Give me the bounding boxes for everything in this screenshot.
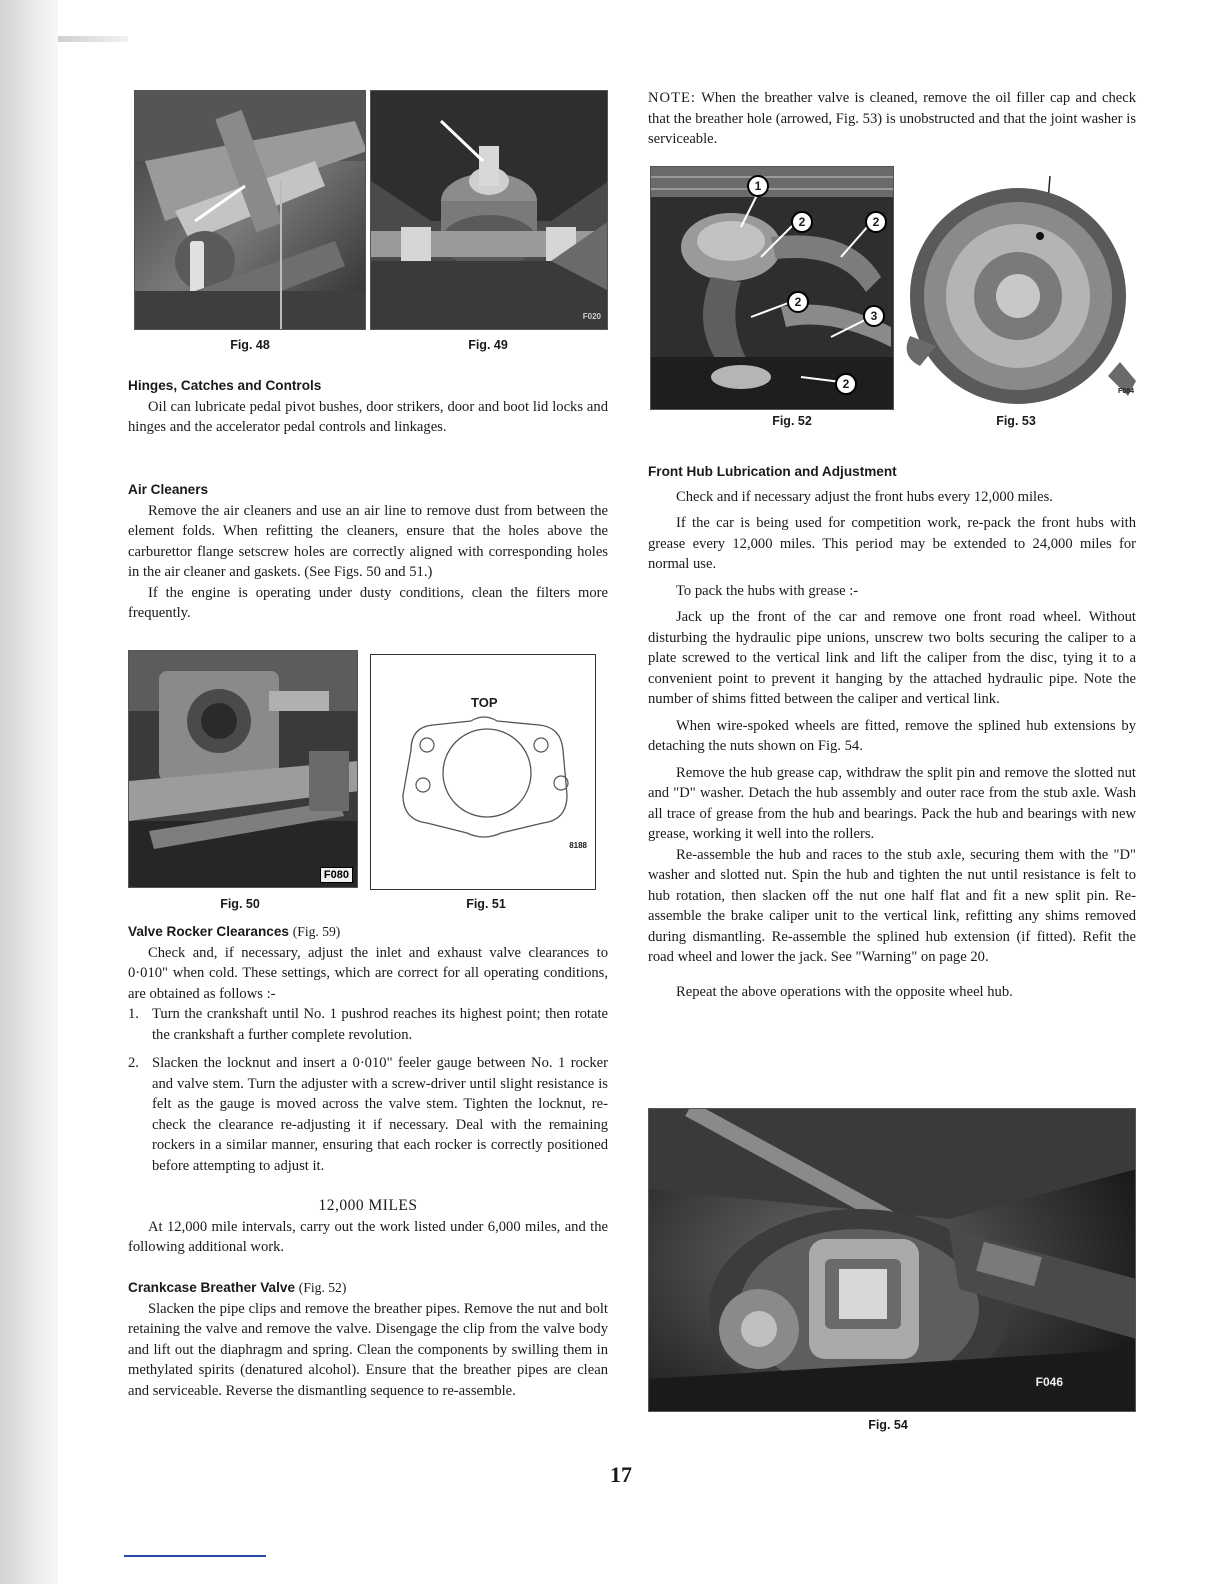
fig-49-photo [370,90,608,330]
page-number: 17 [610,1462,632,1487]
step-number: 1. [128,1006,139,1022]
footer-underline [124,1555,266,1557]
fig-50-code-tag: F080 [320,867,353,883]
oil-filler-cap-photo [900,166,1136,410]
fig-51-code: 8188 [569,841,587,850]
fig-52-photo [650,166,894,410]
breather-valve-photo [651,167,894,410]
front-hub-heading: Front Hub Lubrication and Adjustment [648,464,897,479]
valve-rocker-section [128,922,608,1176]
fig-54-caption: Fig. 54 [868,1418,908,1432]
front-hub-p7: Re-assemble the hub and races to the stub axle, securing them with the "D" washer and slotted nut. Spin the hub and tighten the nut until resistance is felt to hub rotation, then slacken off the nut one half flat and fit a new split pin. Re-assemble the brake caliper unit to the vertical link, refitting any shims removed during dismantling. Re-assemble the splined hub extension (if fitted). Refit the road wheel and lower the jack. See "Warning" on page 20. [648,846,1136,965]
front-hub-p5: When wire-spoked wheels are fitted, remove the splined hub extensions by detaching the nuts shown on Fig. 54. [648,717,1136,754]
note-label: NOTE: [648,90,696,106]
valve-steps-list [128,1004,608,1176]
front-hub-p6: Remove the hub grease cap, withdraw the split pin and remove the slotted nut and "D" washer. Detach the hub assembly and outer race from the stub axle. Wash all trace of grease from the hub and bearings. Pack the hub and bearings with new grease, working it well into the rollers. [648,764,1136,842]
fig-51-caption: Fig. 51 [466,897,506,911]
callout-2: 2 [835,373,857,395]
callout-2: 2 [791,211,813,233]
front-hub-p2: If the car is being used for competition work, re-pack the front hubs with grease every 12,000 miles. This period may be extended to 24,000 miles for normal use. [648,515,1136,572]
front-hub-section [648,462,1136,1002]
fig-52-caption: Fig. 52 [772,414,812,428]
valve-rocker-text: Check and, if necessary, adjust the inlet and exhaust valve clearances to 0·010" when cold. These settings, which are correct for all operating conditions, are obtained as follows :- [128,944,608,1002]
callout-3: 3 [863,305,885,327]
list-item [128,1004,608,1045]
callout-2: 2 [865,211,887,233]
note-paragraph [648,88,1136,150]
hinges-heading: Hinges, Catches and Controls [128,378,322,393]
valve-rocker-heading: Valve Rocker Clearances [128,924,289,939]
fig-49-caption: Fig. 49 [468,338,508,352]
crankcase-section [128,1278,608,1401]
callout-2: 2 [787,291,809,313]
front-hub-caliper-photo [649,1109,1136,1412]
step-number: 2. [128,1055,139,1071]
fig-53-caption: Fig. 53 [996,414,1036,428]
fig-50-caption: Fig. 50 [220,897,260,911]
fig-49-code: F020 [582,312,601,321]
pedal-linkage-photo [135,91,366,330]
fig-53-photo [900,166,1136,410]
fig-51-top-label: TOP [471,695,498,710]
fig-50-photo [128,650,358,888]
fig-51-diagram [370,654,596,890]
air-cleaners-heading: Air Cleaners [128,482,209,497]
miles-heading: 12,000 MILES [318,1197,418,1214]
note-section [648,88,1136,150]
fig-48-caption: Fig. 48 [230,338,270,352]
hinges-text: Oil can lubricate pedal pivot bushes, door strikers, door and boot lid locks and hinges and the accelerator pedal controls and linkages. [128,398,608,435]
gasket-outline [371,655,596,890]
front-hub-p4: Jack up the front of the car and remove one front road wheel. Without disturbing the hydraulic pipe unions, unscrew two bolts securing the caliper to a plate screwed to the vertical link and lift the caliper from the disc, tying it to a convenient point to prevent it hanging by the attached hydraulic pipe. Note the number of shims fitted between the caliper and vertical link. [648,609,1136,707]
note-text: When the breather valve is cleaned, remove the oil filler cap and check that the breather hole (arrowed, Fig. 53) is unobstructed and that the joint washer is serviceable. [648,90,1136,147]
miles-text: At 12,000 mile intervals, carry out the work listed under 6,000 miles, and the following additional work. [128,1218,608,1255]
step-text: Slacken the locknut and insert a 0·010" feeler gauge between No. 1 rocker and valve stem. Turn the adjuster with a screw-driver until slight resistance is felt as the gauge is moved across the valve stem. Tighten the locknut, re-check the clearance re-adjusting it if necessary. Deal with the remaining rockers in a similar manner, ensuring that each rocker is correctly positioned before attempting to adjust it. [152,1055,608,1174]
crankcase-fig-ref: (Fig. 52) [298,1280,347,1295]
pedal-pivot-photo [371,91,608,330]
fig-54-code-tag: F046 [1035,1375,1063,1389]
list-item [128,1053,608,1176]
valve-rocker-fig-ref: (Fig. 59) [292,924,341,939]
front-hub-p8: Repeat the above operations with the opposite wheel hub. [676,983,1013,1000]
air-cleaners-text-2: If the engine is operating under dusty conditions, clean the filters more frequently. [128,584,608,621]
callout-1: 1 [747,175,769,197]
fig-54-photo [648,1108,1136,1412]
step-text: Turn the crankshaft until No. 1 pushrod reaches its highest point; then rotate the crankshaft a further complete revolution. [152,1006,608,1043]
fig-48-photo [134,90,366,330]
front-hub-p3: To pack the hubs with grease :- [676,582,859,599]
fig-53-code: F084 [1118,388,1134,395]
crankcase-text: Slacken the pipe clips and remove the breather pipes. Remove the nut and bolt retaining the valve and remove the valve. Disengage the clip from the valve body and lift out the diaphragm and spring. Clean the components by swilling them in methylated spirits (denatured alcohol). Ensure that the breather pipes are clean and serviceable. Reverse the dismantling sequence to re-assemble. [128,1300,608,1399]
hinges-section [128,376,608,438]
miles-section [128,1196,608,1258]
crankcase-heading: Crankcase Breather Valve [128,1280,296,1295]
carburettor-photo [129,651,358,888]
front-hub-p1: Check and if necessary adjust the front hubs every 12,000 miles. [676,488,1053,505]
air-cleaners-text-1: Remove the air cleaners and use an air line to remove dust from between the element folds. When refitting the cleaners, ensure that the holes above the carburettor flange setscrew holes are correctly aligned with corresponding holes in the air cleaner and gaskets. (See Figs. 50 and 51.) [128,502,608,580]
air-cleaners-section [128,480,608,624]
